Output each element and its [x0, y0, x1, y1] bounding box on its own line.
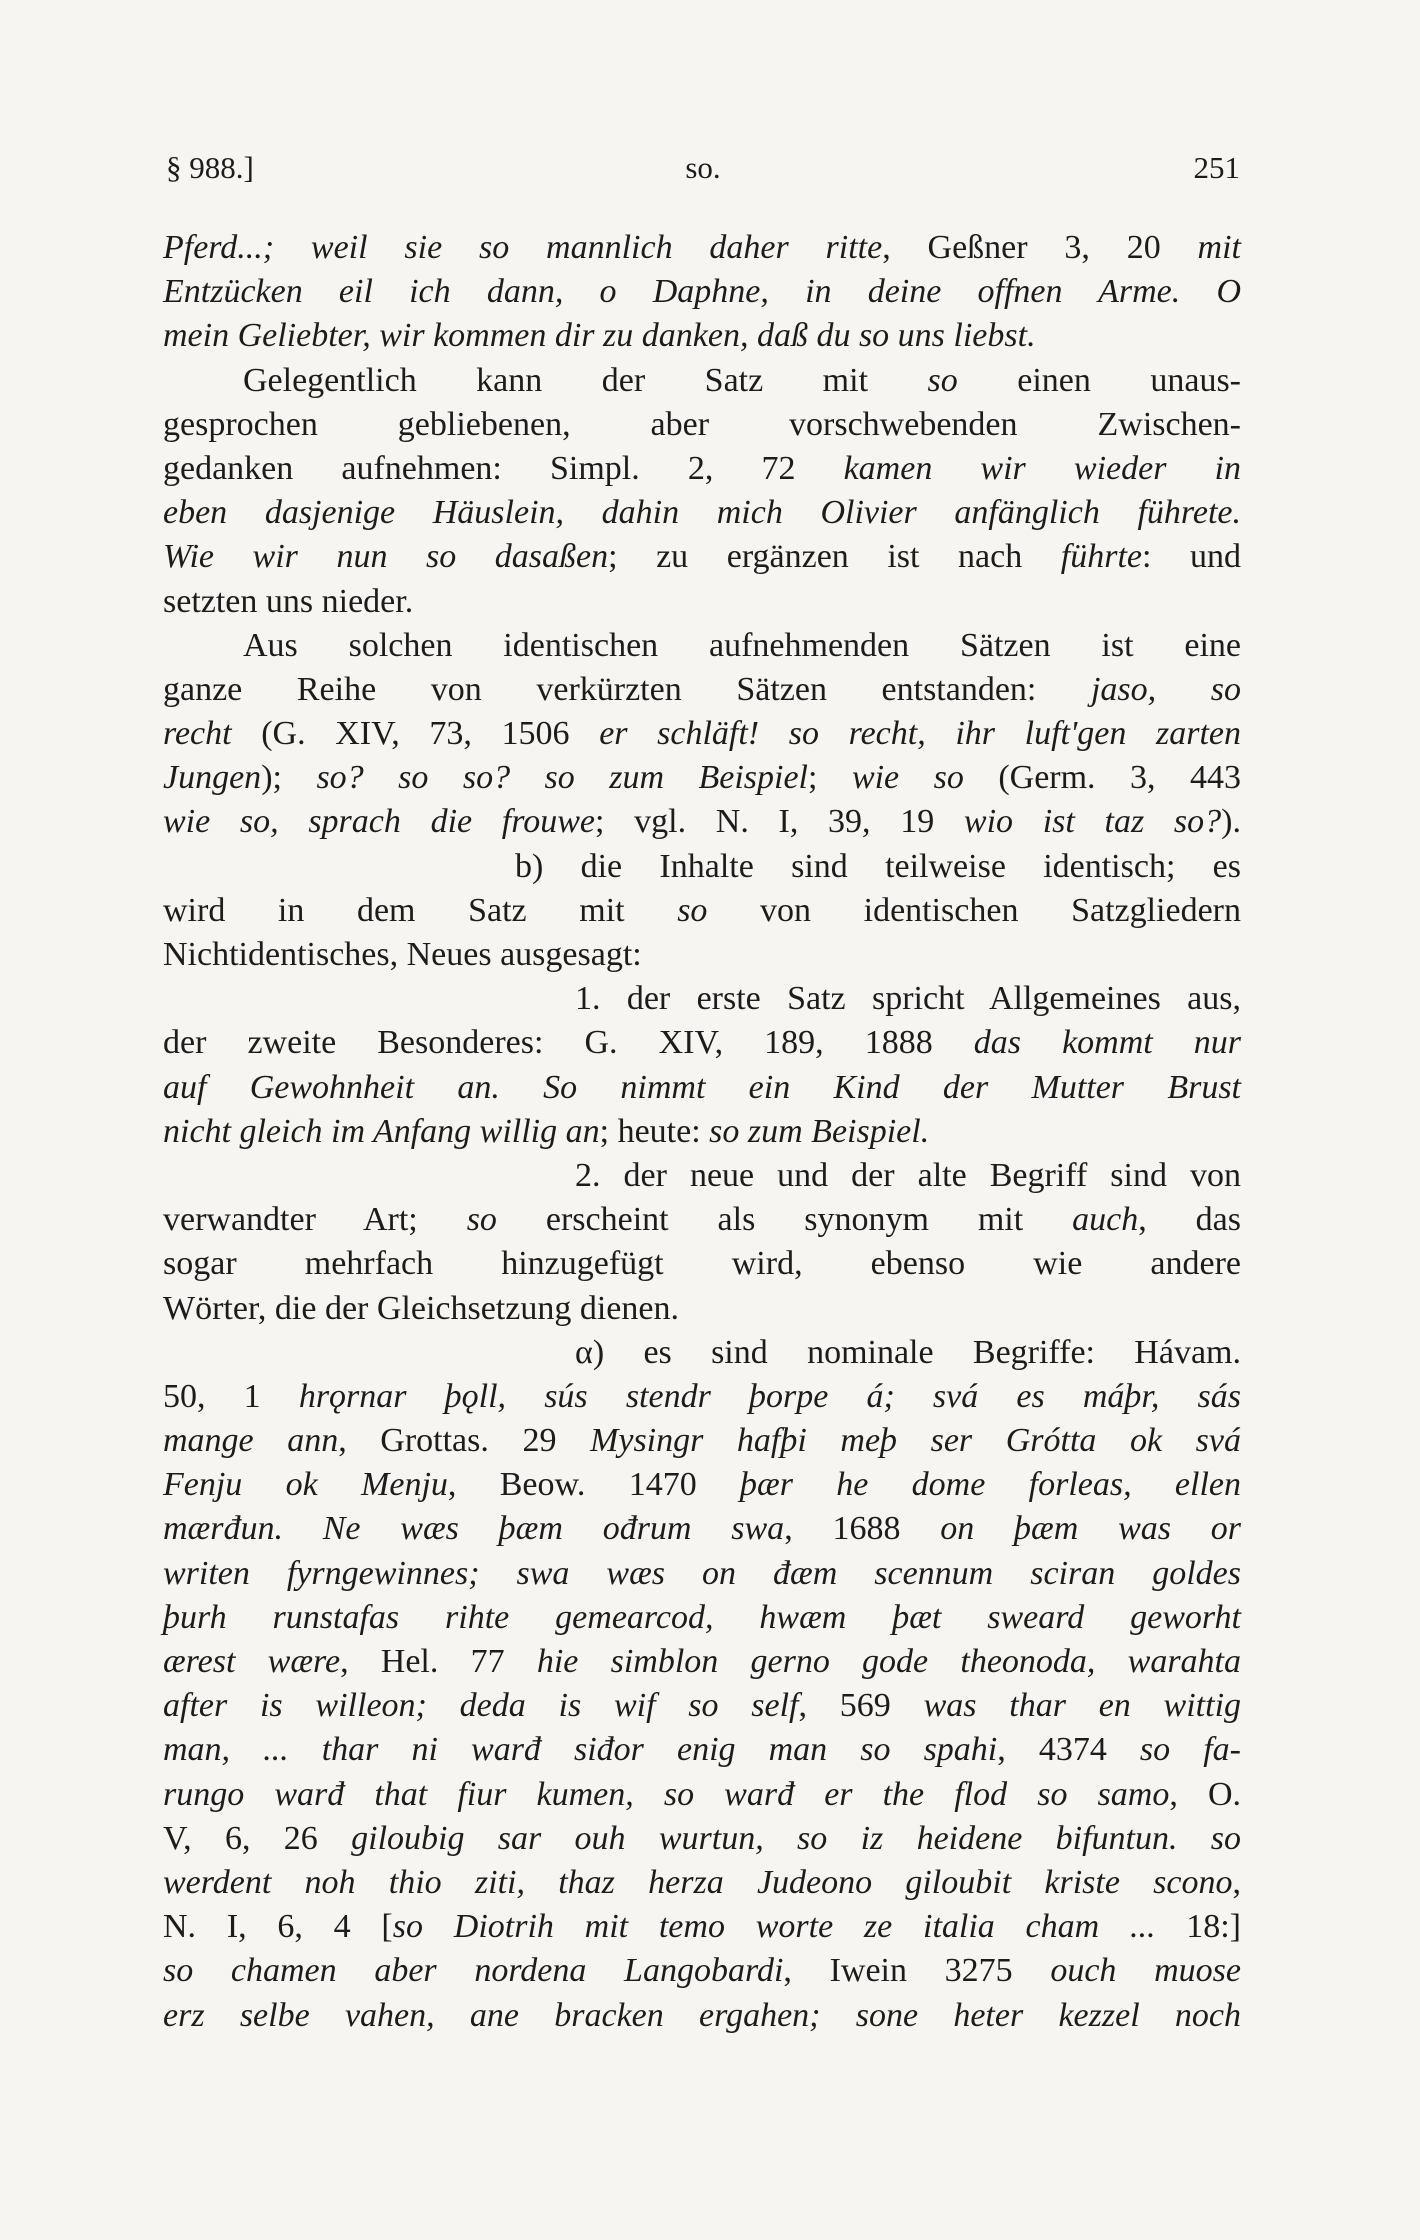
text-line: mein Geliebter, wir kommen dir zu danken, daß du so uns liebst. [163, 317, 1036, 355]
text-line: verwandter Art; so erscheint als synonym mit auch, das [163, 1201, 1241, 1239]
running-title: so. [685, 150, 721, 185]
text-line: gedanken aufnehmen: Simpl. 2, 72 kamen wir wieder in [163, 449, 1241, 487]
text-line: rungo warđ that fiur kumen, so warđ er the flod so samo, O. [163, 1775, 1241, 1813]
text-line: V, 6, 26 giloubig sar ouh wurtun, so iz heidene bifuntun. so [163, 1819, 1242, 1857]
text-line: werdent noh thio ziti, thaz herza Judeono giloubit kriste scono, [163, 1863, 1241, 1901]
text-line: 2. der neue und der alte Begriff sind von [575, 1156, 1241, 1194]
text-line: man, ... thar ni warđ siđor enig man so spahi, 4374 so fa- [163, 1731, 1242, 1769]
text-line: þurh runstafas rihte gemearcod, hwæm þæt sweard geworht [163, 1598, 1241, 1636]
text-line: 1. der erste Satz spricht Allgemeines aus, [575, 980, 1241, 1018]
text-line: ganze Reihe von verkürzten Sätzen entstanden: jaso, so [163, 670, 1241, 708]
text-line: gesprochen gebliebenen, aber vorschwebenden Zwischen- [163, 405, 1241, 443]
text-line: wird in dem Satz mit so von identischen Satzgliedern [163, 891, 1241, 929]
text-line: Aus solchen identischen aufnehmenden Sätzen ist eine [243, 626, 1241, 664]
body-text [163, 226, 1241, 2038]
text-line: 50, 1 hrǫrnar þǫll, sús stendr þorpe á; svá es máþr, sás [163, 1377, 1241, 1415]
section-marker: § 988.] [166, 150, 254, 185]
text-line: Gelegentlich kann der Satz mit so einen unaus- [243, 361, 1241, 399]
text-line: writen fyrngewinnes; swa wæs on đæm scennum sciran goldes [163, 1554, 1241, 1592]
text-line: mange ann, Grottas. 29 Mysingr hafþi meþ ser Grótta ok svá [163, 1422, 1241, 1460]
text-line: b) die Inhalte sind teilweise identisch; es [515, 847, 1241, 885]
text-line: mærđun. Ne wæs þæm ođrum swa, 1688 on þæm was or [163, 1510, 1242, 1548]
text-line: Entzücken eil ich dann, o Daphne, in deine offnen Arme. O [163, 273, 1241, 311]
text-line: erz selbe vahen, ane bracken ergahen; sone heter kezzel noch [163, 1996, 1241, 2034]
text-line: after is willeon; deda is wif so self, 569 was thar en wittig [163, 1687, 1242, 1725]
text-line: so chamen aber nordena Langobardi, Iwein 3275 ouch muose [163, 1952, 1241, 1990]
text-line: sogar mehrfach hinzugefügt wird, ebenso wie andere [163, 1245, 1241, 1283]
text-line: Jungen); so? so so? so zum Beispiel; wie so (Germ. 3, 443 [163, 759, 1241, 797]
text-line: setzten uns nieder. [163, 582, 414, 620]
text-line: Wie wir nun so dasaßen; zu ergänzen ist nach führte: und [163, 538, 1241, 576]
text-line: ærest wære, Hel. 77 hie simblon gerno gode theonoda, warahta [163, 1643, 1241, 1680]
running-header [166, 150, 1240, 210]
text-line: Wörter, die der Gleichsetzung dienen. [163, 1289, 679, 1327]
page-number: 251 [1193, 150, 1240, 185]
text-line: recht (G. XIV, 73, 1506 er schläft! so recht, ihr luft'gen zarten [163, 715, 1241, 753]
text-line: N. I, 6, 4 [so Diotrih mit temo worte ze italia cham ... 18:] [163, 1908, 1242, 1946]
text-line: α) es sind nominale Begriffe: Hávam. [575, 1333, 1241, 1371]
text-line: Nichtidentisches, Neues ausgesagt: [163, 936, 642, 973]
text-line: auf Gewohnheit an. So nimmt ein Kind der Mutter Brust [163, 1068, 1241, 1106]
text-line: der zweite Besonderes: G. XIV, 189, 1888 das kommt nur [163, 1024, 1241, 1062]
text-line: Pferd...; weil sie so mannlich daher ritte, Geßner 3, 20 mit [163, 229, 1241, 266]
text-line: eben dasjenige Häuslein, dahin mich Olivier anfänglich führete. [163, 494, 1241, 532]
text-line: nicht gleich im Anfang willig an; heute: so zum Beispiel. [163, 1112, 930, 1150]
text-line: Fenju ok Menju, Beow. 1470 þær he dome forleas, ellen [163, 1466, 1241, 1504]
text-line: wie so, sprach die frouwe; vgl. N. I, 39, 19 wio ist taz so?). [163, 803, 1241, 841]
